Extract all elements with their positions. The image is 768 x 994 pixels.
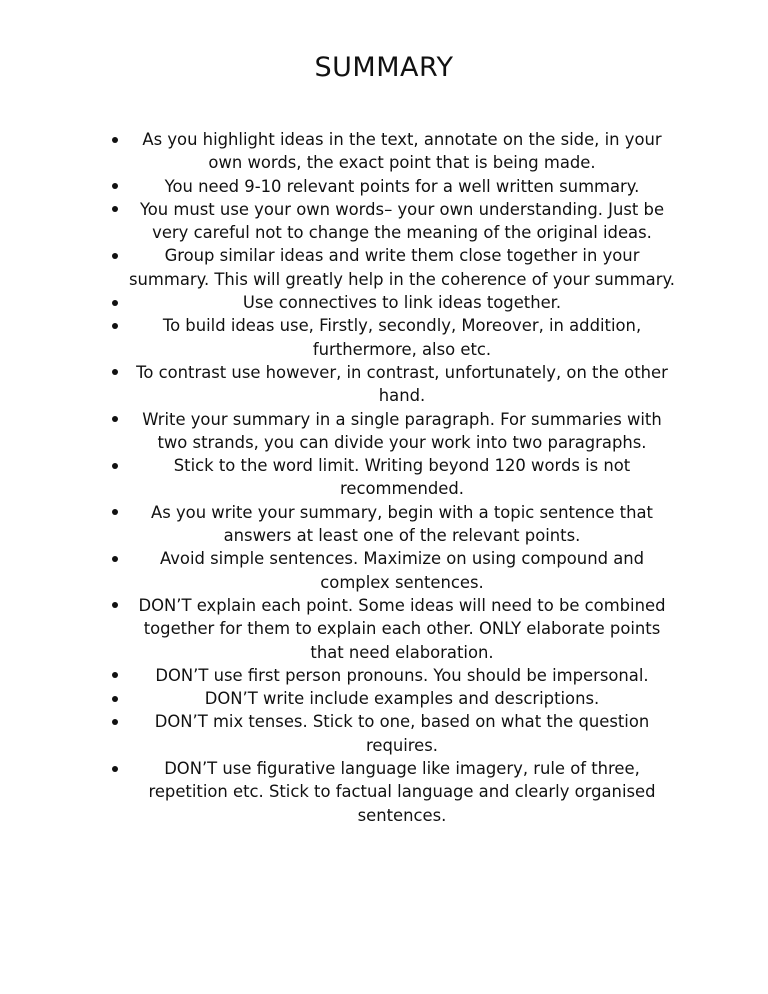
bullet-icon (110, 664, 120, 687)
list-item-text: As you highlight ideas in the text, annotate on the side, in your own words, the exact point that is being made. (142, 130, 662, 173)
bullet-icon (110, 547, 120, 570)
bullet-icon (110, 454, 120, 477)
list-item (100, 128, 678, 175)
list-item-text: Avoid simple sentences. Maximize on using compound and complex sentences. (159, 549, 645, 592)
list-item-text: Group similar ideas and write them close together in your summary. This will greatly help in the coherence of your summary. (128, 246, 676, 289)
bullet-icon (110, 757, 120, 780)
list-item (100, 361, 678, 408)
list-item-text: DON’T use figurative language like imagery, rule of three, repetition etc. Stick to factual language and clearly organised sentences. (148, 759, 656, 825)
list-item (100, 408, 678, 455)
list-item (100, 244, 678, 291)
bullet-icon (110, 244, 120, 267)
bullet-icon (110, 361, 120, 384)
list-item-text: You need 9-10 relevant points for a well written summary. (164, 176, 640, 196)
list-item-text: DON’T use first person pronouns. You should be impersonal. (155, 665, 649, 685)
tips-list (100, 128, 678, 827)
list-item (100, 547, 678, 594)
list-item (100, 175, 678, 198)
list-item (100, 710, 678, 757)
list-item (100, 687, 678, 710)
bullet-icon (110, 175, 120, 198)
bullet-icon (110, 128, 120, 151)
list-item-text: To build ideas use, Firstly, secondly, Moreover, in addition, furthermore, also etc. (162, 316, 642, 359)
page-title: SUMMARY (314, 52, 454, 83)
bullet-icon (110, 408, 120, 431)
bullet-icon (110, 314, 120, 337)
list-item (100, 314, 678, 361)
list-item-text: You must use your own words– your own understanding. Just be very careful not to change the meaning of the original ideas. (139, 199, 665, 243)
list-item (100, 454, 678, 501)
list-item-text: As you write your summary, begin with a topic sentence that answers at least one of the relevant points. (151, 502, 653, 546)
list-item-text: Use connectives to link ideas together. (242, 293, 562, 313)
list-item (100, 757, 678, 827)
list-item-text: DON’T mix tenses. Stick to one, based on what the question requires. (154, 712, 650, 755)
list-item-text: DON’T explain each point. Some ideas will need to be combined together for them to explain each other. ONLY elaborate points that need elaboration. (138, 595, 666, 662)
bullet-icon (110, 501, 120, 524)
list-item-text: To contrast use however, in contrast, unfortunately, on the other hand. (136, 362, 668, 406)
list-item-text: Write your summary in a single paragraph. For summaries with two strands, you can divide your work into two paragraphs. (142, 409, 662, 452)
list-item-text: DON’T write include examples and descriptions. (204, 689, 600, 709)
list-item (100, 198, 678, 245)
bullet-icon (110, 594, 120, 617)
list-item-text: Stick to the word limit. Writing beyond 120 words is not recommended. (173, 456, 631, 499)
list-item (100, 291, 678, 314)
list-item (100, 594, 678, 664)
bullet-icon (110, 291, 120, 314)
bullet-icon (110, 687, 120, 710)
list-item (100, 664, 678, 687)
list-item (100, 501, 678, 548)
bullet-icon (110, 710, 120, 733)
bullet-icon (110, 198, 120, 221)
